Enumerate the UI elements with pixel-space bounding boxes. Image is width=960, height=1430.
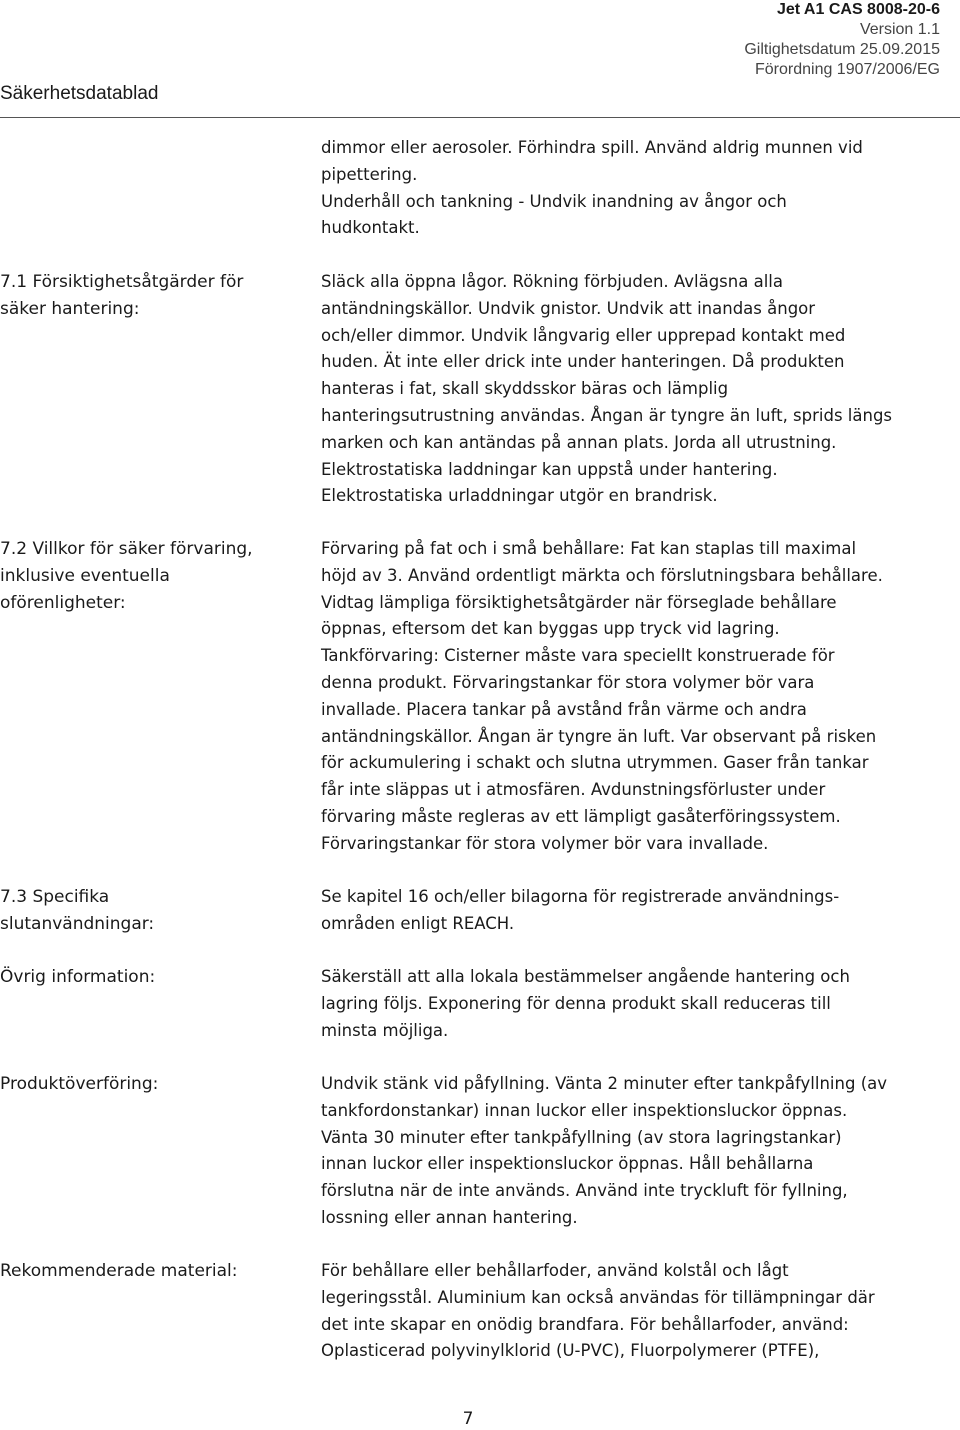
section-label-7-1 [0, 269, 290, 323]
text-line: antändningskällor. Undvik gnistor. Undvik att inandas ångor [321, 298, 816, 318]
text-line: legeringsstål. Aluminium kan också användas för tillämpningar där [321, 1287, 875, 1307]
section-text-other-info [321, 964, 941, 1044]
section-label-recommended-materials [0, 1258, 290, 1285]
text-line: Säkerställ att alla lokala bestämmelser angående hantering och [321, 967, 850, 986]
version-label: Version 1.1 [859, 21, 940, 38]
text-line: För behållare eller behållarfoder, använd kolstål och lågt [321, 1261, 789, 1280]
document-title: Säkerhetsdatablad [0, 83, 159, 104]
label-line: slutanvändningar: [0, 914, 155, 934]
label-line: 7.2 Villkor för säker förvaring, [0, 539, 253, 559]
label-line: inklusive eventuella [0, 566, 170, 586]
text-line: Tankförvaring: Cisterner måste vara speciellt konstruerade för [321, 646, 835, 666]
text-line: Se kapitel 16 och/eller bilagorna för registrerade användnings- [321, 887, 840, 906]
text-line: för ackumulering i schakt och slutna utrymmen. Gaser från tankar [321, 753, 869, 773]
label-line: Rekommenderade material: [0, 1261, 238, 1281]
section-text-recommended-materials [321, 1258, 941, 1365]
text-line: Undvik stänk vid påfyllning. Vänta 2 minuter efter tankpåfyllning (av [321, 1074, 888, 1093]
text-line: pipettering. [321, 164, 418, 184]
section-label-7-2 [0, 536, 290, 617]
text-line: förslutna när de inte används. Använd inte tryckluft för fyllning, [321, 1181, 848, 1201]
page-number: 7 [462, 1409, 474, 1429]
label-line: oförenligheter: [0, 593, 126, 613]
section-text-7-2 [321, 536, 941, 858]
section-text-7-3 [321, 884, 941, 938]
text-line: hanteras i fat, skall skyddsskor bäras och lämplig [321, 379, 729, 399]
text-line: lagring följs. Exponering för denna produkt skall reduceras till [321, 993, 831, 1013]
text-line: tankfordonstankar) innan luckor eller inspektionsluckor öppnas. [321, 1100, 848, 1120]
text-line: områden enligt REACH. [321, 913, 515, 933]
text-line: lossning eller annan hantering. [321, 1207, 578, 1227]
continuation-text [321, 135, 941, 242]
section-text-product-transfer [321, 1071, 941, 1232]
text-line: dimmor eller aerosoler. Förhindra spill. Använd aldrig munnen vid [321, 138, 863, 157]
text-line: det inte skapar en onödig brandfara. För behållarfoder, använd: [321, 1314, 849, 1334]
text-line: Förvaringstankar för stora volymer bör vara invallade. [321, 833, 769, 853]
section-label-7-3 [0, 884, 290, 938]
text-line: minsta möjliga. [321, 1020, 449, 1040]
label-line: Produktöverföring: [0, 1074, 159, 1094]
text-line: Vidtag lämpliga försiktighetsåtgärder när förseglade behållare [321, 592, 837, 612]
text-line: Förvaring på fat och i små behållare: Fat kan staplas till maximal [321, 539, 857, 558]
text-line: marken och kan antändas på annan plats. Jorda all utrustning. [321, 432, 837, 452]
text-line: förvaring måste regleras av ett lämpligt gasåterföringssystem. [321, 806, 841, 826]
regulation-ref: Förordning 1907/2006/EG [754, 61, 940, 78]
label-line: säker hantering: [0, 299, 140, 319]
text-line: huden. Ät inte eller drick inte under hanteringen. Då produkten [321, 352, 845, 372]
label-line: Övrig information: [0, 967, 156, 987]
text-line: hanteringsutrustning användas. Ångan är tyngre än luft, sprids längs [321, 405, 893, 425]
text-line: invallade. Placera tankar på avstånd från värme och andra [321, 699, 807, 719]
header-divider [0, 117, 960, 118]
text-line: antändningskällor. Ångan är tyngre än luft. Var observant på risken [321, 726, 877, 746]
text-line: innan luckor eller inspektionsluckor öppnas. Håll behållarna [321, 1154, 814, 1174]
text-line: öppnas, eftersom det kan byggas upp tryck vid lagring. [321, 619, 780, 639]
label-line: 7.1 Försiktighetsåtgärder för [0, 272, 244, 292]
text-line: och/eller dimmor. Undvik långvarig eller upprepad kontakt med [321, 325, 846, 345]
text-line: höjd av 3. Använd ordentligt märkta och förslutningsbara behållare. [321, 565, 883, 585]
text-line: Elektrostatiska laddningar kan uppstå under hantering. [321, 459, 778, 479]
section-label-other-info [0, 964, 290, 991]
header-info [744, 0, 940, 80]
text-line: Elektrostatiska urladdningar utgör en brandrisk. [321, 486, 718, 506]
text-line: Underhåll och tankning - Undvik inandning av ångor och [321, 191, 787, 211]
text-line: Vänta 30 minuter efter tankpåfyllning (av stora lagringstankar) [321, 1127, 842, 1147]
product-name: Jet A1 CAS 8008-20-6 [776, 1, 940, 18]
validity-date: Giltighetsdatum 25.09.2015 [744, 41, 940, 58]
text-line: får inte släppas ut i atmosfären. Avdunstningsförluster under [321, 780, 826, 800]
section-text-7-1 [321, 269, 941, 510]
text-line: Släck alla öppna lågor. Rökning förbjuden. Avlägsna alla [321, 272, 783, 291]
text-line: denna produkt. Förvaringstankar för stora volymer bör vara [321, 672, 815, 692]
text-line: Oplasticerad polyvinylklorid (U-PVC), Fluorpolymerer (PTFE), [321, 1341, 820, 1361]
section-label-product-transfer [0, 1071, 290, 1098]
text-line: hudkontakt. [321, 218, 420, 238]
label-line: 7.3 Specifika [0, 887, 110, 907]
